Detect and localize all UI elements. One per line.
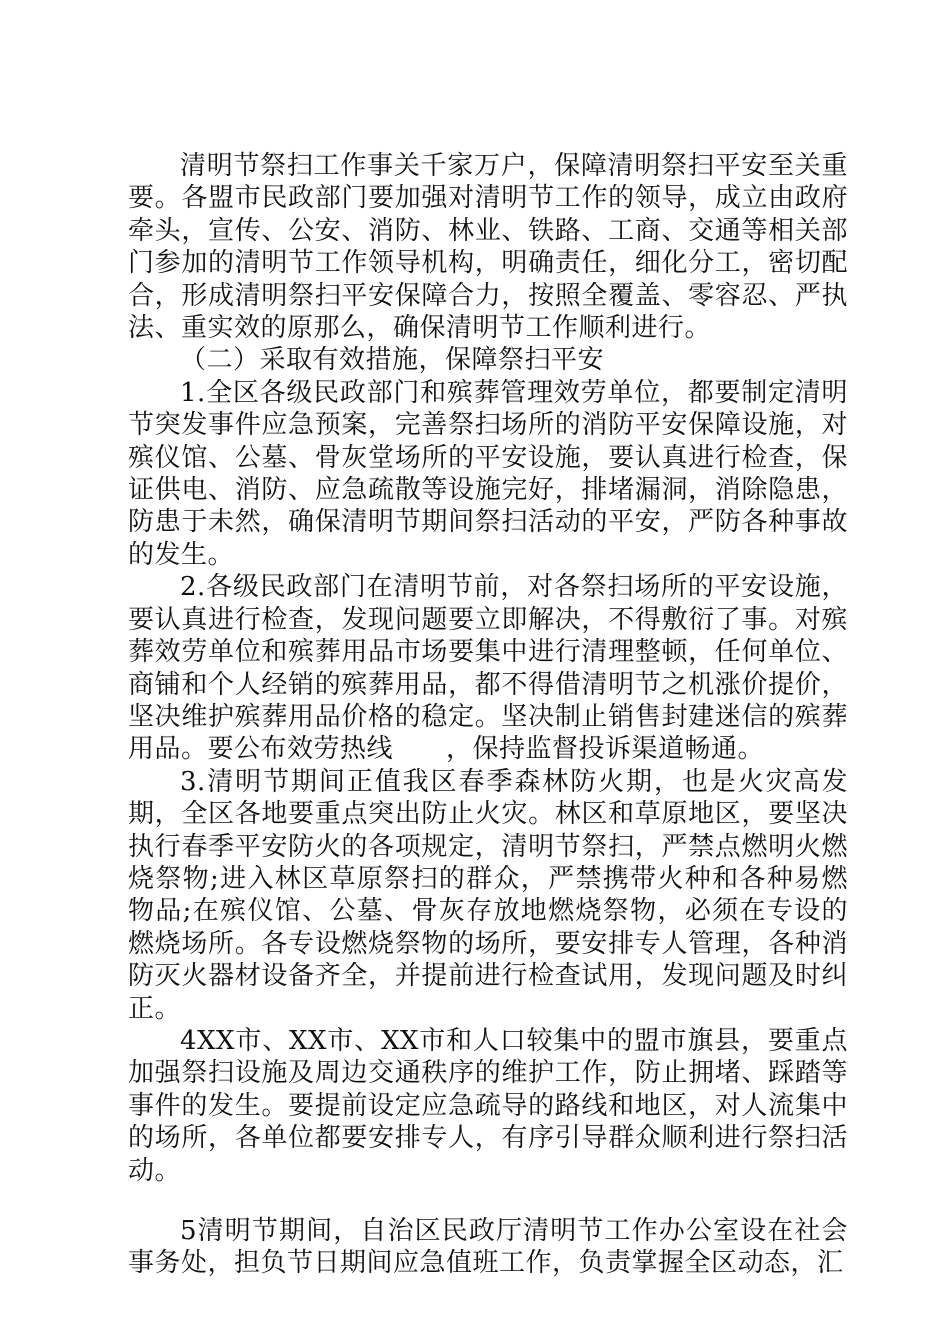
paragraph-item-5: 5清明节期间，自治区民政厅清明节工作办公室设在社会事务处，担负节日期间应急值班工作，负责掌握全区动态，汇 — [128, 1216, 848, 1279]
section-heading: （二）采取有效措施，保障祭扫平安 — [180, 345, 605, 376]
paragraph-gap — [128, 1187, 848, 1215]
paragraph-intro: 清明节祭扫工作事关千家万户，保障清明祭扫平安至关重要。各盟市民政部门要加强对清明节工作的领导，成立由政府牵头，宣传、公安、消防、林业、铁路、工商、交通等相关部门参加的清明节工作领导机构，明确责任，细化分工，密切配合，形成清明祭扫平安保障合力，按照全覆盖、零容忍、严执法、重实效的原那么，确保清明节工作顺利进行。 — [128, 151, 848, 344]
paragraph-item-4: 4XX市、XX市、XX市和人口较集中的盟市旗县，要重点加强祭扫设施及周边交通秩序的维护工作，防止拥堵、踩踏等事件的发生。要提前设定应急疏导的路线和地区，对人流集中的场所，各单位都要安排专人，有序引导群众顺利进行祭扫活动。 — [128, 1025, 848, 1186]
paragraph-item-2: 2.各级民政部门在清明节前，对各祭扫场所的平安设施，要认真进行检查，发现问题要立即解决，不得敷衍了事。对殡葬效劳单位和殡葬用品市场要集中进行清理整顿，任何单位、商铺和个人经销的殡葬用品，都不得借清明节之机涨价提价，坚决维护殡葬用品价格的稳定。坚决制止销售封建迷信的殡葬用品。要公布效劳热线 ，保持监督投诉渠道畅通。 — [128, 572, 848, 765]
paragraph-item-1: 1.全区各级民政部门和殡葬管理效劳单位，都要制定清明节突发事件应急预案，完善祭扫场所的消防平安保障设施，对殡仪馆、公墓、骨灰堂场所的平安设施，要认真进行检查，保证供电、消防、应急疏散等设施完好，排堵漏洞，消除隐患，防患于未然，确保清明节期间祭扫活动的平安，严防各种事故的发生。 — [128, 377, 848, 570]
document-body — [128, 150, 848, 1280]
paragraph-item-3: 3.清明节期间正值我区春季森林防火期，也是火灾高发期，全区各地要重点突出防止火灾。林区和草原地区，要坚决执行春季平安防火的各项规定，清明节祭扫，严禁点燃明火燃烧祭物;进入林区草原祭扫的群众，严禁携带火种和各种易燃物品;在殡仪馆、公墓、骨灰存放地燃烧祭物，必须在专设的燃烧场所。各专设燃烧祭物的场所，要安排专人管理，各种消防灭火器材设备齐全，并提前进行检查试用，发现问题及时纠正。 — [128, 766, 848, 1024]
